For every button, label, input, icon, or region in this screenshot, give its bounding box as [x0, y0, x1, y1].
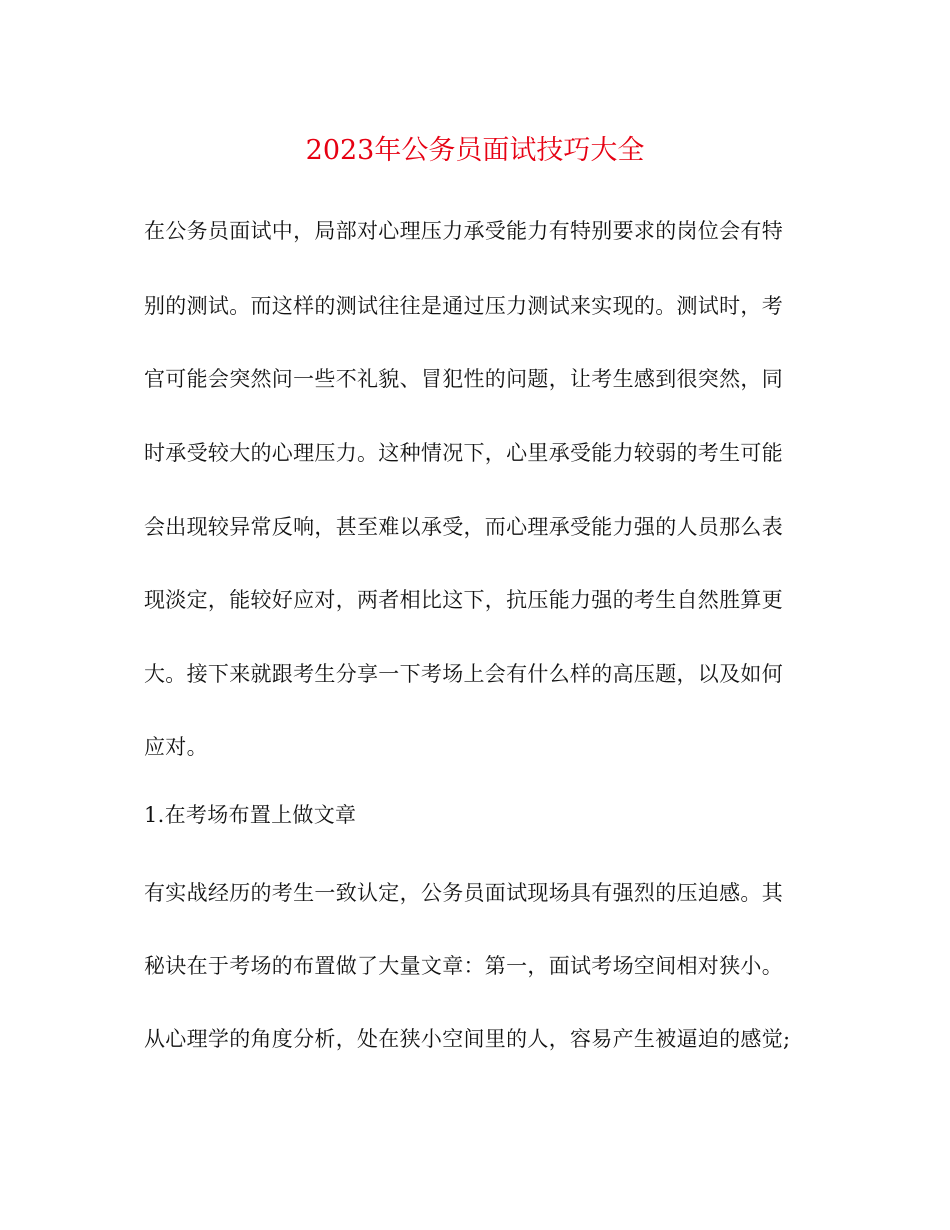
paragraph-line: 从心理学的角度分析，处在狭小空间里的人，容易产生被逼迫的感觉; [144, 1027, 791, 1051]
paragraph-line: 官可能会突然问一些不礼貌、冒犯性的问题，让考生感到很突然，同 [144, 367, 783, 391]
paragraph-line: 大。接下来就跟考生分享一下考场上会有什么样的高压题，以及如何 [144, 662, 783, 686]
paragraph-line: 有实战经历的考生一致认定，公务员面试现场具有强烈的压迫感。其 [144, 881, 783, 905]
paragraph-line: 别的测试。而这样的测试往往是通过压力测试来实现的。测试时，考 [144, 294, 783, 318]
paragraph-line: 在公务员面试中，局部对心理压力承受能力有特别要求的岗位会有特 [144, 219, 783, 243]
paragraph-line: 秘诀在于考场的布置做了大量文章：第一，面试考场空间相对狭小。 [144, 954, 783, 978]
document-title: 2023年公务员面试技巧大全 [305, 135, 645, 166]
paragraph-line: 应对。 [144, 735, 208, 759]
paragraph-line: 现淡定，能较好应对，两者相比这下，抗压能力强的考生自然胜算更 [144, 588, 783, 612]
paragraph-line: 时承受较大的心理压力。这种情况下，心里承受能力较弱的考生可能 [144, 441, 783, 465]
section-heading: 1.在考场布置上做文章 [144, 803, 357, 827]
paragraph-line: 会出现较异常反响，甚至难以承受，而心理承受能力强的人员那么表 [144, 515, 783, 539]
